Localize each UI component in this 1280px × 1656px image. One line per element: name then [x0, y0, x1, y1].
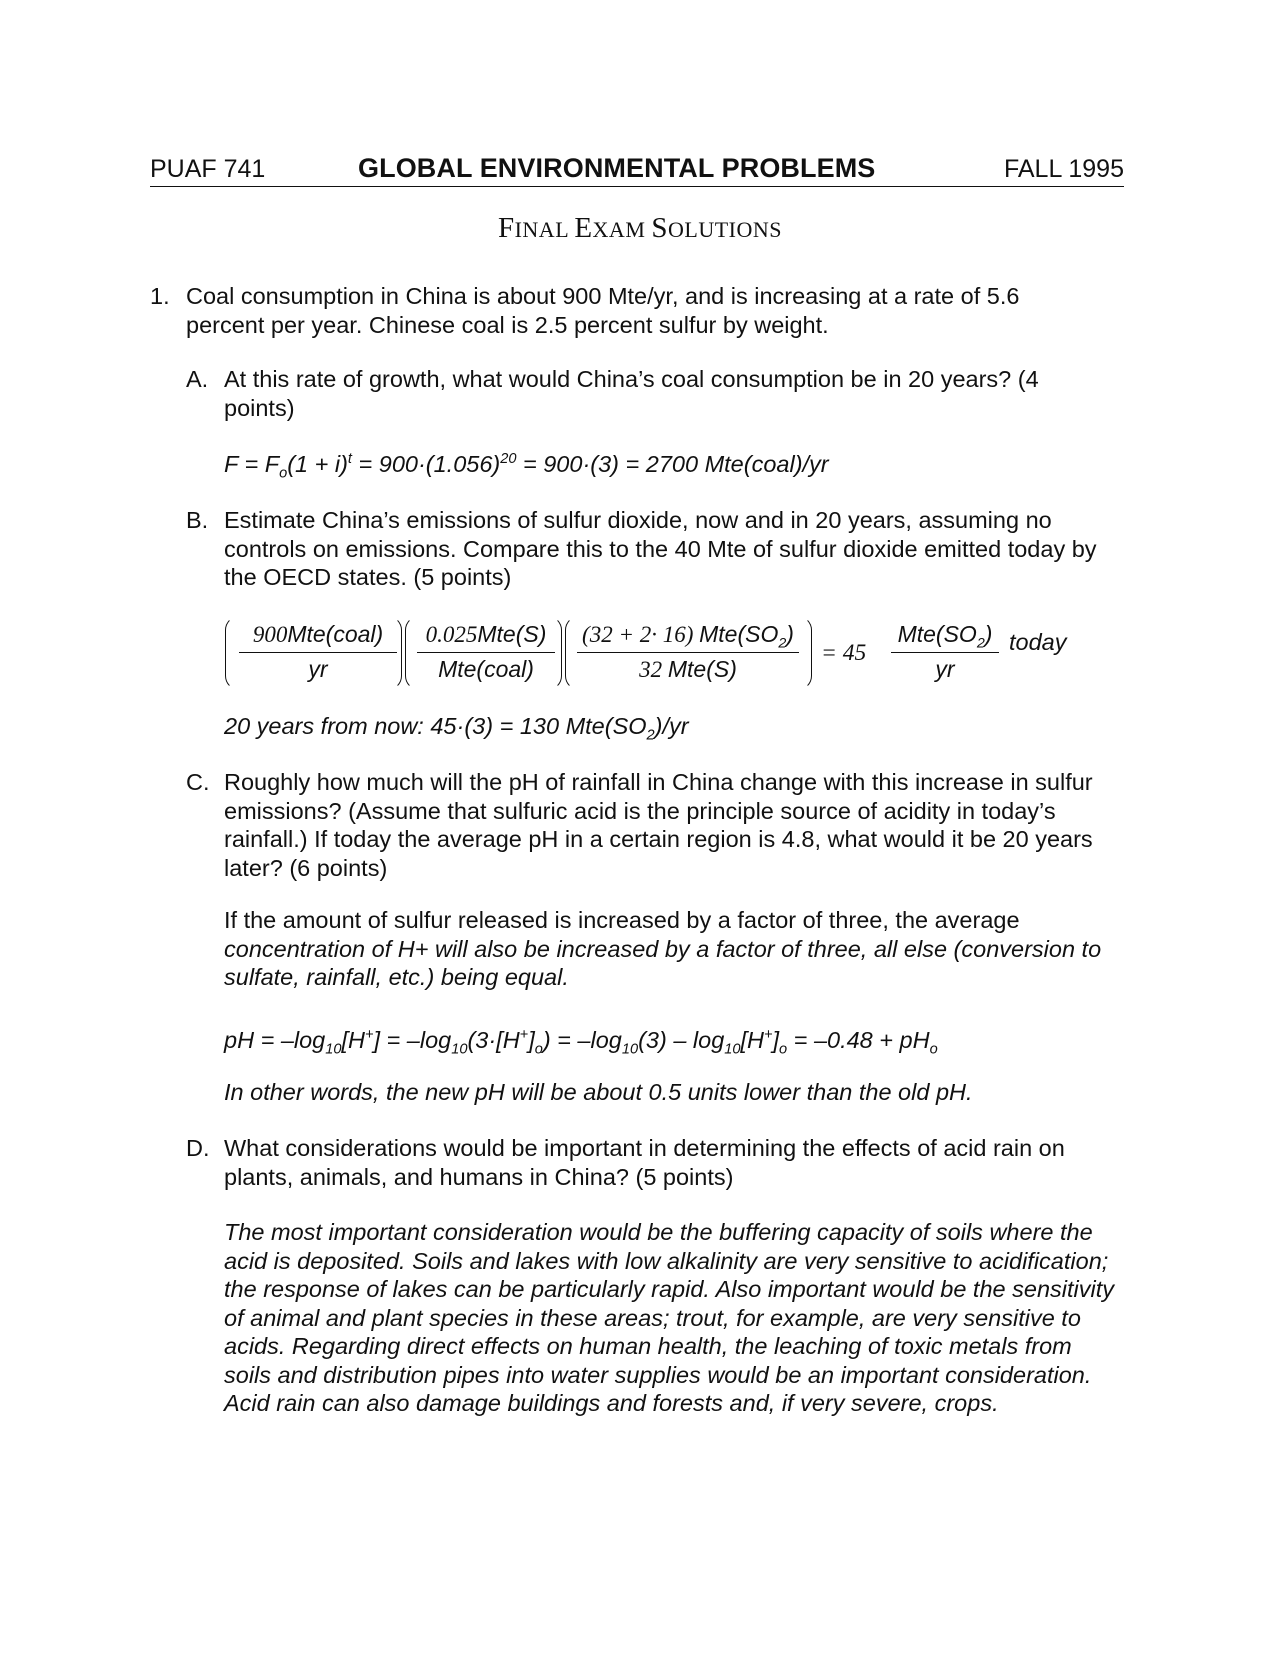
part-d-answer: The most important consideration would be the buffering capacity of soils where the acid is deposited. Soils and lakes with low alkalinity are very sensitive to acidification; the response of lakes can be particularly rapid. Also important would be the sensitivity of animal and plant species in these areas; trout, for example, are very sensitive to acids. Regarding direct effects on human health, the leaching of toxic metals from soils and distribution pipes into water supplies would be an important consideration. Acid rain can also damage buildings and forests and, if very severe, crops.	[224, 1219, 1114, 1416]
eq-part: ]	[772, 1027, 780, 1053]
page-header	[150, 152, 1124, 187]
part-c-conclusion: In other words, the new pH will be about 0.5 units lower than the old pH.	[224, 1079, 973, 1105]
fraction-denominator: yr	[308, 656, 328, 682]
eq-sub: o	[279, 465, 288, 482]
eq-sup: +	[364, 1027, 374, 1044]
eq-sup: +	[764, 1027, 773, 1044]
question-text: Coal consumption in China is about 900 Mte/yr, and is increasing at a rate of 5.6 percent per year. Chinese coal is 2.5 percent sulfur by weight.	[186, 283, 1020, 338]
answer-rest: concentration of H+ will also be increased by a factor of three, all else (conversion to sulfate, rainfall, etc.) being equal.	[224, 935, 1102, 990]
subtitle-cap-s: S	[651, 212, 669, 244]
eq-part: ]	[528, 1027, 535, 1053]
growth-equation	[224, 450, 829, 482]
eq-part: 20 years from now: 45·(3) = 130 Mte(SO	[224, 713, 647, 739]
eq-sup: 20	[500, 451, 517, 468]
equals-result: = 45	[821, 640, 867, 666]
eq-part: )/yr	[654, 713, 689, 739]
part-a-label: A.	[186, 366, 209, 392]
eq-part: = 900·(3) = 2700 Mte(coal)/yr	[516, 451, 829, 477]
term: FALL 1995	[1003, 155, 1124, 183]
eq-sup: +	[519, 1027, 529, 1044]
eq-part: ) = –log	[542, 1027, 622, 1053]
fraction-bar	[417, 652, 555, 653]
future-emissions-result	[224, 712, 689, 744]
fraction-numerator-close: )	[984, 621, 993, 647]
fraction-numerator-unit: Mte(SO	[699, 621, 779, 647]
subtitle-cap-e: E	[574, 212, 593, 244]
ph-equation	[224, 1026, 938, 1058]
right-paren	[797, 616, 812, 690]
part-a-question: At this rate of growth, what would China’s coal consumption be in 20 years? (4 points)	[224, 366, 1039, 421]
right-paren	[547, 616, 562, 690]
emissions-equation	[225, 618, 1095, 688]
eq-part: [H	[740, 1027, 764, 1053]
eq-part: (3·[H	[467, 1027, 520, 1053]
eq-sub: o	[929, 1041, 938, 1058]
course-code: PUAF 741	[150, 155, 266, 183]
part-c-answer	[224, 906, 1124, 992]
eq-sub: o	[534, 1041, 543, 1058]
course-title: GLOBAL ENVIRONMENTAL PROBLEMS	[358, 153, 876, 183]
fraction-numerator-close: )	[786, 621, 794, 647]
fraction-coal-rate	[233, 618, 403, 688]
fraction-sulfur-content	[411, 618, 561, 688]
eq-sub: 10	[724, 1041, 741, 1058]
fraction-denominator-value: 32	[639, 657, 668, 682]
subtitle-cap-f: F	[497, 212, 515, 244]
part-d-label: D.	[186, 1135, 210, 1161]
part-b-label: B.	[186, 507, 209, 533]
fraction-denominator: yr	[935, 656, 955, 682]
fraction-numerator-unit: Mte(S)	[477, 621, 547, 647]
fraction-denominator: Mte(coal)	[438, 656, 534, 682]
fraction-molar-ratio	[571, 618, 805, 688]
eq-part: (1 + i)	[287, 451, 348, 477]
subtitle-word-final: INAL	[514, 217, 575, 242]
fraction-result-unit	[885, 618, 1005, 688]
part-d-question: What considerations would be important in determining the effects of acid rain on plants, animals, and humans in China? (5 points)	[224, 1135, 1065, 1190]
eq-sub: 2	[778, 635, 787, 652]
eq-sub: 10	[325, 1041, 342, 1058]
fraction-numerator-value: 0.025	[425, 622, 478, 647]
eq-part: (3) – log	[638, 1027, 725, 1053]
eq-part: [H	[341, 1027, 365, 1053]
fraction-numerator-unit: Mte(SO	[897, 621, 977, 647]
part-c-question: Roughly how much will the pH of rainfall in China change with this increase in sulfur emissions? (Assume that sulfuric acid is the principle source of acidity in today’s rainfall.) If today the average pH in a certain region is 4.8, what would it be 20 years later? (6 points)	[224, 769, 1093, 881]
answer-lead: If the amount of sulfur released is increased by a factor of three, the average	[224, 907, 1020, 933]
eq-part: F = F	[224, 451, 280, 477]
fraction-numerator-unit: Mte(coal)	[287, 621, 384, 647]
eq-sub: 10	[621, 1041, 639, 1058]
fraction-bar	[577, 652, 799, 653]
document-subtitle	[0, 212, 1280, 245]
subtitle-word-solutions: OLUTIONS	[668, 217, 783, 242]
today-label: today	[1009, 629, 1067, 655]
fraction-numerator-value: 900	[252, 622, 288, 647]
eq-sub: 10	[451, 1041, 468, 1058]
eq-sub: o	[779, 1041, 788, 1058]
subtitle-word-exam: XAM	[592, 217, 652, 242]
eq-sub: 2	[976, 635, 985, 652]
fraction-denominator-unit: Mte(S)	[667, 656, 737, 682]
eq-sup: t	[347, 451, 352, 468]
part-b-question: Estimate China’s emissions of sulfur dioxide, now and in 20 years, assuming no controls on emissions. Compare this to the 40 Mte of sulfur dioxide emitted today by the OECD states. (5 points)	[224, 507, 1097, 590]
eq-part: pH = –log	[224, 1027, 326, 1053]
part-c-label: C.	[186, 769, 210, 795]
fraction-bar	[239, 652, 397, 653]
eq-part: = –0.48 + pH	[787, 1027, 930, 1053]
eq-part: = 900·(1.056)	[351, 451, 501, 477]
fraction-bar	[891, 652, 999, 653]
right-paren	[387, 616, 402, 690]
eq-sub: 2	[646, 727, 655, 744]
question-number: 1.	[150, 283, 170, 309]
fraction-numerator-value: (32 + 2· 16)	[582, 622, 700, 647]
eq-part: ] = –log	[373, 1027, 452, 1053]
